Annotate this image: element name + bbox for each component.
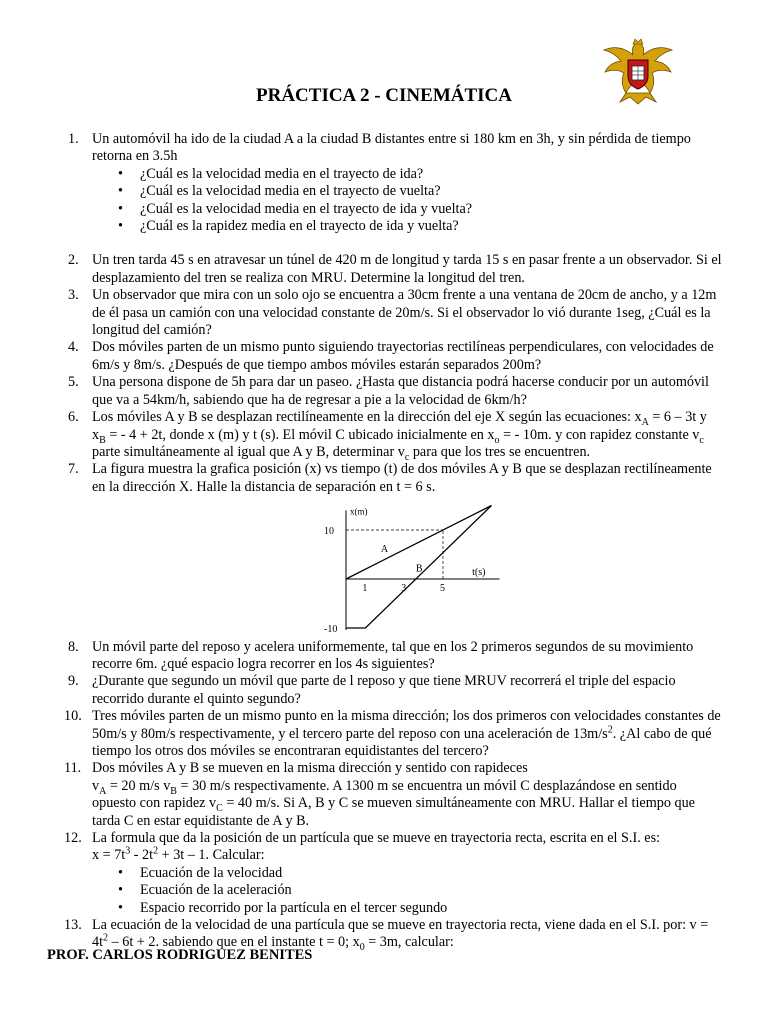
question-10 — [44, 708, 724, 760]
question-number: 11. — [64, 760, 82, 777]
bullet-list — [92, 166, 724, 236]
bullet-icon: • — [118, 218, 123, 235]
list-item: • ¿Cuál es la velocidad media en el trayecto de ida? — [118, 165, 424, 182]
crown-icon — [633, 39, 643, 44]
author-footer: PROF. CARLOS RODRIGUEZ BENITES — [47, 947, 313, 963]
question-text: Un móvil parte del reposo y acelera uniformemente, tal que en los 2 primeros segundos de su movimiento recorre 6m. ¿qué espacio logra recorrer en los 4s siguientes? — [92, 638, 694, 672]
university-crest-logo — [600, 36, 676, 108]
y-tick-label: -10 — [324, 624, 338, 636]
question-11 — [44, 760, 724, 830]
bullet-icon: • — [118, 165, 123, 182]
question-text: Dos móviles parten de un mismo punto siguiendo trayectorias rectilíneas perpendiculares, con velocidades de 6m/s y 8m/s. ¿Después de que tiempo ambos móviles estarán separados 200m? — [92, 339, 714, 373]
bullet-list — [92, 865, 724, 917]
question-number: 9. — [68, 673, 79, 690]
question-1 — [44, 131, 724, 235]
question-text: La ecuación de la velocidad de una partícula que se mueve en trayectoria recta, viene dada en el S.I. por: $v = 4t^2 - 6t + 2$. sabiendo que en el instante t = 0; $x_0 = 3m$, calcular: — [92, 917, 709, 954]
question-number: 6. — [68, 409, 79, 426]
question-7 — [44, 461, 724, 496]
y-axis-label: x(m) — [350, 506, 368, 517]
shield-icon — [628, 60, 648, 89]
question-number: 7. — [68, 461, 79, 478]
bullet-icon: • — [118, 183, 123, 200]
question-text: La formula que da la posición de un partícula que se mueve en trayectoria recta, escrita en el S.I. es: $x = 7t^3 - 2t^2 + 3t - 1$. Calcular: — [92, 830, 661, 864]
question-12 — [44, 830, 724, 917]
list-item: • Ecuación de la velocidad — [118, 864, 283, 881]
question-text: Un observador que mira con un solo ojo se encuentra a 30cm frente a una ventana de 20cm de ancho, y a 12m de él pasa un camión con una velocidad constante de 20m/s. Si el observador lo vió durante 1seg, ¿Cuál es la longitud del camión? — [92, 287, 717, 339]
question-text: Un tren tarda 45 s en atravesar un túnel de 420 m de longitud y tarda 15 s en pasar frente a un observador. Si el desplazamiento del tren se realiza con MRU. Determine la longitud del tren. — [92, 252, 722, 286]
question-4 — [44, 339, 724, 374]
question-number: 4. — [68, 339, 79, 356]
page-title: PRÁCTICA 2 - CINEMÁTICA — [256, 85, 512, 106]
question-text: La figura muestra la grafica posición (x) vs tiempo (t) de dos móviles A y B que se desplazan rectilíneamente en la dirección X. Halle la distancia de separación en t = 6 s. — [92, 461, 712, 495]
list-item: • ¿Cuál es la velocidad media en el trayecto de ida y vuelta? — [118, 200, 473, 217]
question-number: 12. — [64, 830, 82, 846]
question-text: ¿Durante que segundo un móvil que parte de l reposo y que tiene MRUV recorrerá el triple del espacio recorrido durante el quinto segundo? — [92, 673, 676, 707]
x-axis-label: t(s) — [472, 567, 486, 579]
x-tick-label: 5 — [440, 583, 445, 595]
question-number: 3. — [68, 287, 79, 304]
question-8 — [44, 639, 724, 674]
question-6 — [44, 409, 724, 461]
series-label-A: A — [380, 544, 389, 556]
series-label-B: B — [415, 563, 423, 575]
bullet-icon: • — [118, 200, 123, 217]
bullet-icon: • — [118, 864, 123, 881]
question-2 — [44, 252, 724, 287]
question-5 — [44, 374, 724, 409]
question-number: 13. — [64, 917, 82, 934]
list-item: • ¿Cuál es la rapidez media en el trayecto de ida y vuelta? — [118, 218, 459, 235]
exercise-list — [44, 131, 724, 952]
list-item: • Espacio recorrido por la partícula en el tercer segundo — [118, 899, 448, 916]
question-text: Tres móviles parten de un mismo punto en la misma dirección; los dos primeros con velocidades constantes de 50m/s y 80m/s respectivamente, y el tercero parte del reposo con una aceleración de $13m/s^2$. ¿Al cabo de qué tiempo los otros dos móviles se encontraran equidistantes del tercero? — [92, 708, 721, 759]
question-text: Dos móviles A y B se mueven en la misma dirección y sentido con rapideces $v_A = 20$ m/s $v_B = 30$ m/s respectivamente. A 1300 m se encuentra un móvil C desplazándose en sentido opuesto con rapidez $v_C = 40$ m/s. Si A, B y C se mueven simultáneamente con MRU. Hallar el tiempo que tarda C en estar equidistante de A y B. — [92, 760, 695, 829]
list-item: • ¿Cuál es la velocidad media en el trayecto de vuelta? — [118, 183, 441, 200]
question-text: Un automóvil ha ido de la ciudad A a la ciudad B distantes entre si 180 km en 3h, y sin pérdida de tiempo retorna en 3.5h — [92, 131, 691, 165]
question-number: 10. — [64, 708, 82, 725]
question-text: Una persona dispone de 5h para dar un paseo. ¿Hasta que distancia podrá hacerse conducir por un automóvil que va a 54km/h, sabiendo que ha de regresar a pie a la velocidad de 6km/h? — [92, 374, 709, 408]
question-3 — [44, 287, 724, 339]
question-number: 5. — [68, 374, 79, 391]
list-item: • Ecuación de la aceleración — [118, 882, 292, 899]
question-number: 8. — [68, 638, 79, 655]
bullet-icon: • — [118, 899, 123, 916]
question-number: 2. — [68, 252, 79, 269]
question-number: 1. — [68, 131, 79, 147]
question-text: Los móviles A y B se desplazan rectilíneamente en la dirección del eje X según las ecuaciones: $x_A = 6 - 3t$ y $x_B$ = - 4 + 2t, donde x (m) y t (s). El móvil C ubicado inicialmente en $x_o$ = - 10m. y con rapidez constante $v_c$ parte simultáneamente al igual que A y B, determinar $v_c$ para que los tres se encuentren. — [92, 409, 707, 463]
question-9 — [44, 673, 724, 708]
y-tick-label: 10 — [324, 526, 334, 538]
x-tick-label: 1 — [362, 583, 368, 595]
bullet-icon: • — [118, 882, 123, 899]
position-time-chart — [44, 501, 724, 636]
x-tick-label: 3 — [401, 583, 407, 595]
